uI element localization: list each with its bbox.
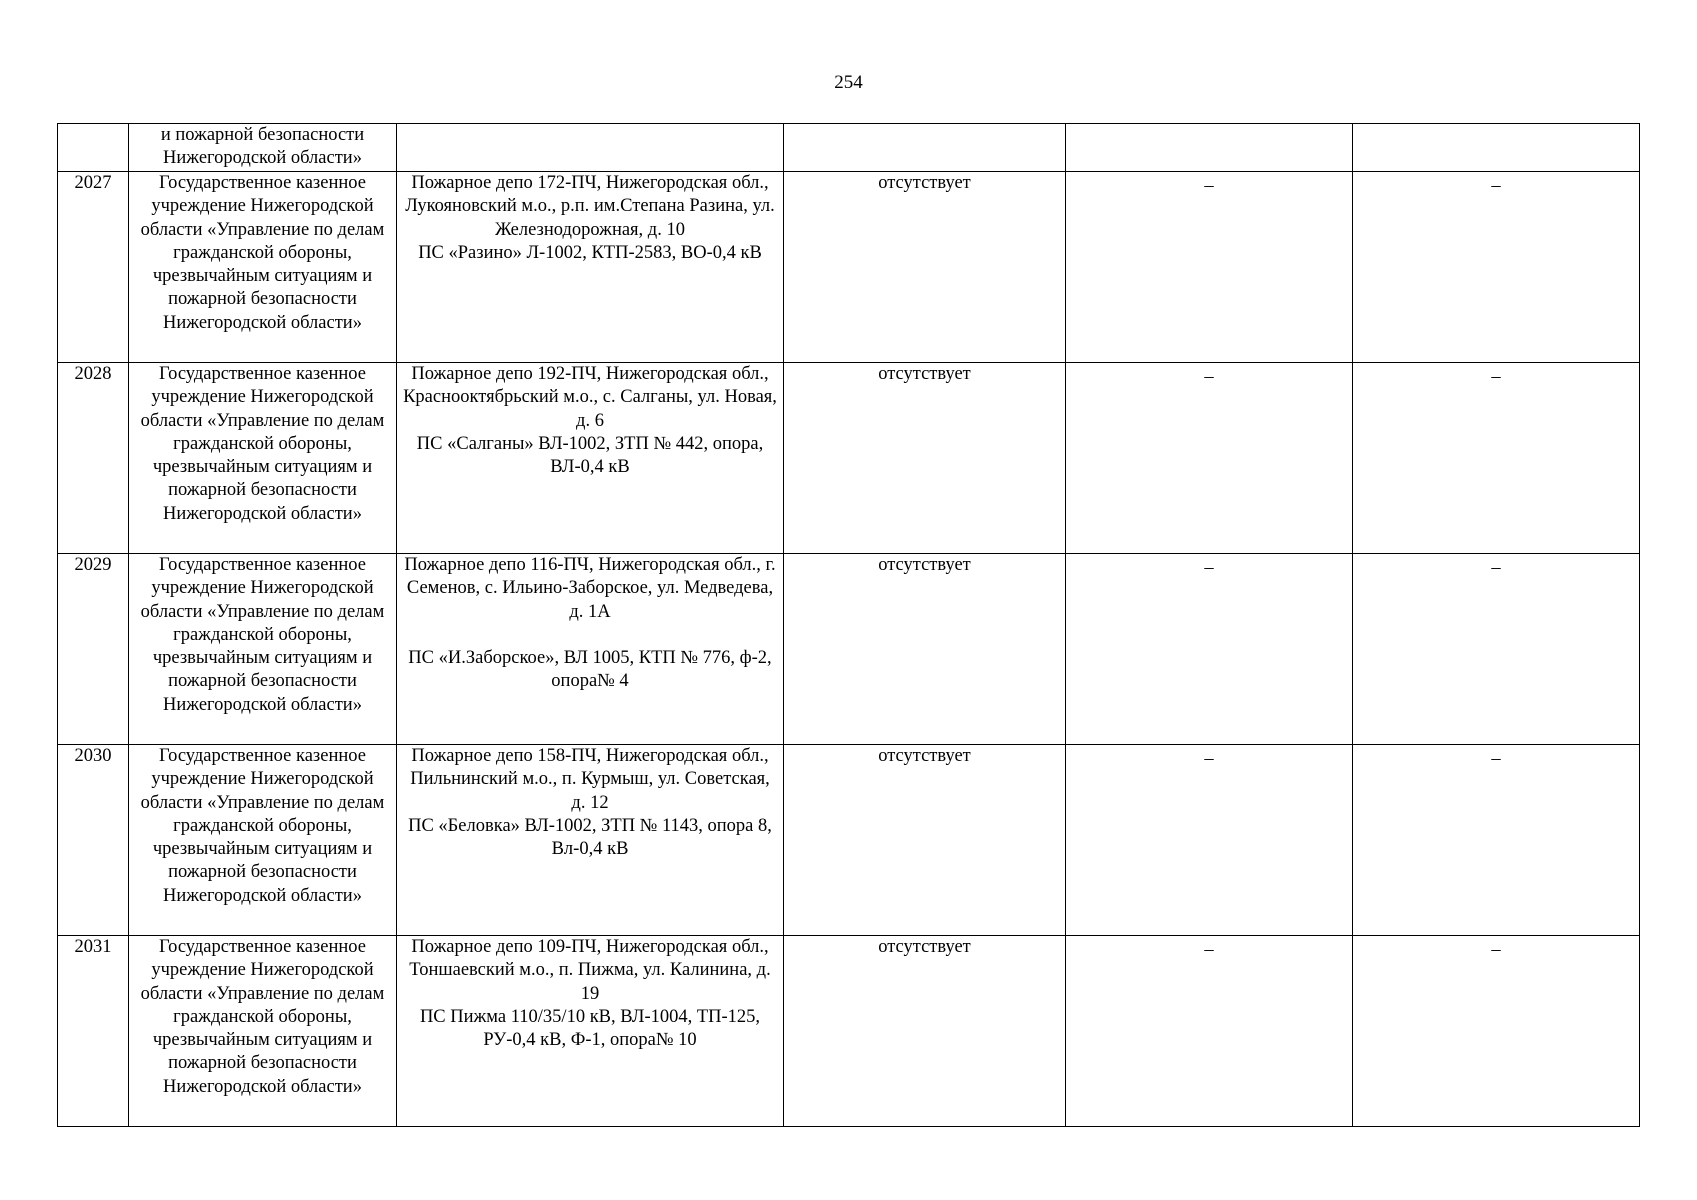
cell-number: 2030 xyxy=(58,745,129,936)
cell-organization: Государственное казенное учреждение Нижегородской области «Управление по делам гражданской обороны, чрезвычайным ситуациям и пожарной безопасности Нижегородской области» xyxy=(129,363,397,554)
cell-organization: Государственное казенное учреждение Нижегородской области «Управление по делам гражданской обороны, чрезвычайным ситуациям и пожарной безопасности Нижегородской области» xyxy=(129,172,397,363)
cell-address xyxy=(397,172,784,363)
cell-status: отсутствует xyxy=(784,554,1066,745)
registry-table-body xyxy=(58,124,1640,1127)
cell-number xyxy=(58,124,129,172)
substation-line: ПС «Салганы» ВЛ-1002, ЗТП № 442, опора, ВЛ-0,4 кВ xyxy=(416,433,764,478)
cell-address xyxy=(397,745,784,936)
cell-col5 xyxy=(1066,124,1353,172)
cell-col6: – xyxy=(1353,936,1640,1127)
cell-col5: – xyxy=(1066,363,1353,554)
cell-col6: – xyxy=(1353,172,1640,363)
substation-line: ПС «Беловка» ВЛ-1002, ЗТП № 1143, опора 8, Вл-0,4 кВ xyxy=(408,815,772,860)
continuation-row xyxy=(58,124,1640,172)
address-line: Пожарное депо 192-ПЧ, Нижегородская обл., Краснооктябрьский м.о., с. Салганы, ул. Новая, д. 6 xyxy=(403,364,777,431)
address-line: Пожарное депо 158-ПЧ, Нижегородская обл., Пильнинский м.о., п. Курмыш, ул. Советская, д. 12 xyxy=(410,746,770,813)
cell-col6: – xyxy=(1353,745,1640,936)
cell-col6: – xyxy=(1353,363,1640,554)
cell-organization: Государственное казенное учреждение Нижегородской области «Управление по делам гражданской обороны, чрезвычайным ситуациям и пожарной безопасности Нижегородской области» xyxy=(129,554,397,745)
address-line: Пожарное депо 109-ПЧ, Нижегородская обл., Тоншаевский м.о., п. Пижма, ул. Калинина, д. 19 xyxy=(409,937,771,1004)
cell-organization: и пожарной безопасности Нижегородской области» xyxy=(129,124,397,172)
table-row xyxy=(58,363,1640,554)
cell-number: 2029 xyxy=(58,554,129,745)
address-line: Пожарное депо 116-ПЧ, Нижегородская обл., г. Семенов, с. Ильино-Заборское, ул. Медведева, д. 1А xyxy=(404,555,776,622)
cell-organization: Государственное казенное учреждение Нижегородской области «Управление по делам гражданской обороны, чрезвычайным ситуациям и пожарной безопасности Нижегородской области» xyxy=(129,936,397,1127)
cell-organization: Государственное казенное учреждение Нижегородской области «Управление по делам гражданской обороны, чрезвычайным ситуациям и пожарной безопасности Нижегородской области» xyxy=(129,745,397,936)
cell-address xyxy=(397,554,784,745)
cell-col6: – xyxy=(1353,554,1640,745)
cell-address xyxy=(397,124,784,172)
substation-line: ПС «И.Заборское», ВЛ 1005, КТП № 776, ф-2, опора№ 4 xyxy=(408,647,772,692)
substation-line: ПС Пижма 110/35/10 кВ, ВЛ-1004, ТП-125, РУ-0,4 кВ, Ф-1, опора№ 10 xyxy=(419,1006,761,1051)
cell-status: отсутствует xyxy=(784,936,1066,1127)
table-row xyxy=(58,745,1640,936)
cell-address xyxy=(397,936,784,1127)
substation-line: ПС «Разино» Л-1002, КТП-2583, ВО-0,4 кВ xyxy=(418,242,762,263)
cell-status: отсутствует xyxy=(784,363,1066,554)
cell-col5: – xyxy=(1066,745,1353,936)
blank-line xyxy=(401,624,779,647)
table-row xyxy=(58,172,1640,363)
cell-number: 2031 xyxy=(58,936,129,1127)
cell-col5: – xyxy=(1066,172,1353,363)
registry-table xyxy=(57,123,1640,1127)
cell-col5: – xyxy=(1066,936,1353,1127)
cell-status xyxy=(784,124,1066,172)
cell-status: отсутствует xyxy=(784,745,1066,936)
table-row xyxy=(58,554,1640,745)
page-number: 254 xyxy=(834,72,863,93)
cell-status: отсутствует xyxy=(784,172,1066,363)
cell-number: 2027 xyxy=(58,172,129,363)
cell-address xyxy=(397,363,784,554)
address-line: Пожарное депо 172-ПЧ, Нижегородская обл., Лукояновский м.о., р.п. им.Степана Разина, ул. Железнодорожная, д. 10 xyxy=(405,173,775,240)
table-row xyxy=(58,936,1640,1127)
cell-col6 xyxy=(1353,124,1640,172)
cell-col5: – xyxy=(1066,554,1353,745)
cell-number: 2028 xyxy=(58,363,129,554)
